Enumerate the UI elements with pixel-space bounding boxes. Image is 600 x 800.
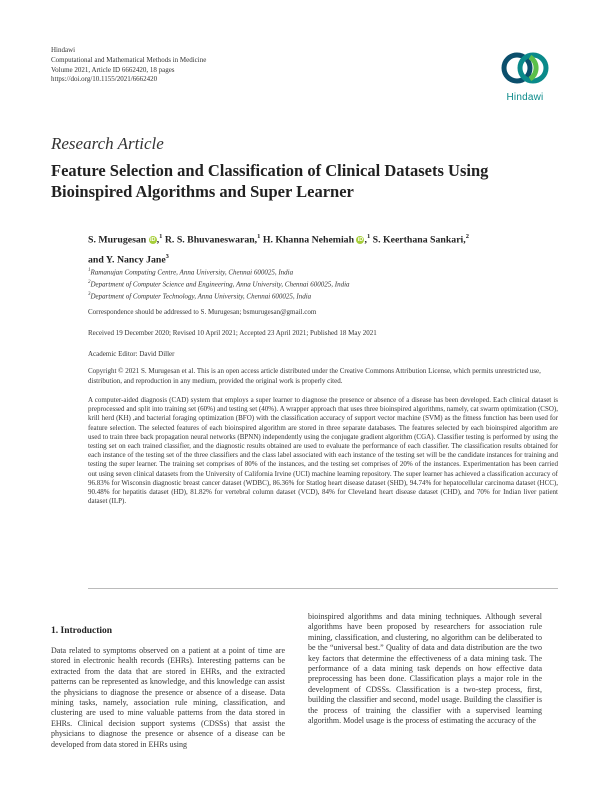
body-column-left: Data related to symptoms observed on a patient at a point of time are stored in electronic health records (EHRs). Interesting patterns can be extracted from the data that are stored in EHRs, and the extracted patterns can be represented as knowledge, and this knowledge can assist the physicians to diagnose the presence or absence of a disease. Data mining tasks, namely, association rule mining, classification, and clustering are used to mine valuable patterns from the data stored in EHRs. Clinical decision support systems (CDSSs) that assist the physicians to diagnose the presence or absence of a disease can be developed from data stored in EHRs using xyxy=(51,646,285,749)
affiliation-marker: 1 xyxy=(366,233,371,240)
affiliation xyxy=(88,278,558,289)
article-title: Feature Selection and Classification of Clinical Datasets Using Bioinspired Algorithms and Super Learner xyxy=(51,161,489,201)
author-separator: , xyxy=(364,234,367,246)
author-name: S. Keerthana Sankari, xyxy=(372,234,466,246)
copyright-notice: Copyright © 2021 S. Murugesan et al. This is an open access article distributed under the Creative Commons Attribution License, which permits unrestricted use, distribution, and reproduction in any medium, provided the original work is properly cited. xyxy=(88,367,541,385)
affiliation-text: Department of Computer Technology, Anna University, Chennai 600025, India xyxy=(90,292,312,301)
abstract-divider xyxy=(88,588,558,589)
affiliation-marker: 1 xyxy=(257,233,261,240)
abstract: A computer-aided diagnosis (CAD) system that employs a super learner to diagnose the presence or absence of a disease has been developed. Each clinical dataset is preprocessed and split into training set (60%) and testing set (40%). A wrapper approach that uses three bioinspired algorithms, namely, cat swarm optimization (CSO), krill herd (KH) ,and bacterial foraging optimization (BFO) with the classification accuracy of support vector machine (SVM) as the fitness function has been used for feature selection. The selected features of each bioinspired algorithm are stored in three separate databases. The features selected by each bioinspired algorithm are used to train three back propagation neural networks (BPNN) independently using the conjugate gradient algorithm (CGA). Classifier testing is performed by using the testing set on each trained classifier, and the diagnostic results obtained are used to evaluate the performance of each classifier. The classification results obtained for each instance of the testing set of the three classifiers and the class label associated with each instance of the testing set will be the candidate instances for training and testing the super learner. The training set comprises of 80% of the instances, and the testing set comprises of 20% of the instances. Experimentation has been carried out using seven clinical datasets from the University of California Irvine (UCI) machine learning repository. The super learner has achieved a classification accuracy of 96.83% for Wisconsin diagnostic breast cancer dataset (WDBC), 86.36% for Statlog heart disease dataset (SHD), 94.74% for hepatocellular carcinoma dataset (HCC), 90.48% for hepatitis dataset (HD), 81.82% for vertebral column dataset (VCD), 84% for Cleveland heart disease dataset (CHD), and 70% for Indian liver patient dataset (ILP). xyxy=(88,396,558,506)
hindawi-logo-icon xyxy=(500,46,550,90)
affiliation xyxy=(88,266,558,277)
journal-name: Computational and Mathematical Methods in Medicine xyxy=(51,55,207,64)
body-column-right: bioinspired algorithms and data mining techniques. Although several algorithms have been proposed by researchers for association rule mining, classification, and clustering, no algorithm can be deliberated to be the “universal best.” Quality of data and data distribution are the two key factors that determine the effectiveness of a data mining task. The performance of a data mining task depends on how effective data preprocessing has been done. Classification plays a major role in the development of CDSSs. Classification is a two-step process, first, building the classifier and second, model usage. Building the classifier is the process of training the classifier with a supervised learning algorithm. Model usage is the process of estimating the accuracy of the xyxy=(308,612,542,726)
section-heading: 1. Introduction xyxy=(51,626,113,636)
author-name: S. Murugesan xyxy=(88,234,147,246)
affiliation xyxy=(88,290,558,301)
correspondence: Correspondence should be addressed to S. Murugesan; bsmurugesan@gmail.com xyxy=(88,308,317,316)
publisher-name: Hindawi xyxy=(51,46,76,54)
affiliation-text: Ramanujan Computing Centre, Anna University, Chennai 600025, India xyxy=(90,268,294,277)
affiliation-text: Department of Computer Science and Engineering, Anna University, Chennai 600025, India xyxy=(90,280,350,289)
volume-info: Volume 2021, Article ID 6662420, 18 pages xyxy=(51,65,175,74)
orcid-icon[interactable]: iD xyxy=(149,237,156,244)
article-type: Research Article xyxy=(51,134,164,153)
author-name: R. S. Bhuvaneswaran, xyxy=(164,234,258,246)
author-name: H. Khanna Nehemiah xyxy=(262,234,355,246)
publication-dates: Received 19 December 2020; Revised 10 April 2021; Accepted 23 April 2021; Published 18 May 2021 xyxy=(88,329,377,337)
affiliation-marker: 1 xyxy=(159,233,163,240)
logo-text: Hindawi xyxy=(506,92,544,103)
doi-link[interactable]: https://doi.org/10.1155/2021/6662420 xyxy=(51,75,158,84)
affiliation-number: 3 xyxy=(88,292,91,297)
affiliation-marker: 3 xyxy=(165,253,169,261)
author-separator: , xyxy=(156,234,160,246)
author-name: and Y. Nancy Jane xyxy=(88,254,166,266)
affiliation-number: 1 xyxy=(88,268,91,273)
journal-info xyxy=(51,46,206,85)
affiliation-number: 2 xyxy=(88,280,91,285)
author-list xyxy=(88,228,558,269)
affiliation-marker: 2 xyxy=(465,233,469,240)
academic-editor: Academic Editor: David Diller xyxy=(88,350,175,358)
orcid-icon[interactable]: iD xyxy=(357,237,364,244)
hindawi-logo xyxy=(496,46,554,104)
